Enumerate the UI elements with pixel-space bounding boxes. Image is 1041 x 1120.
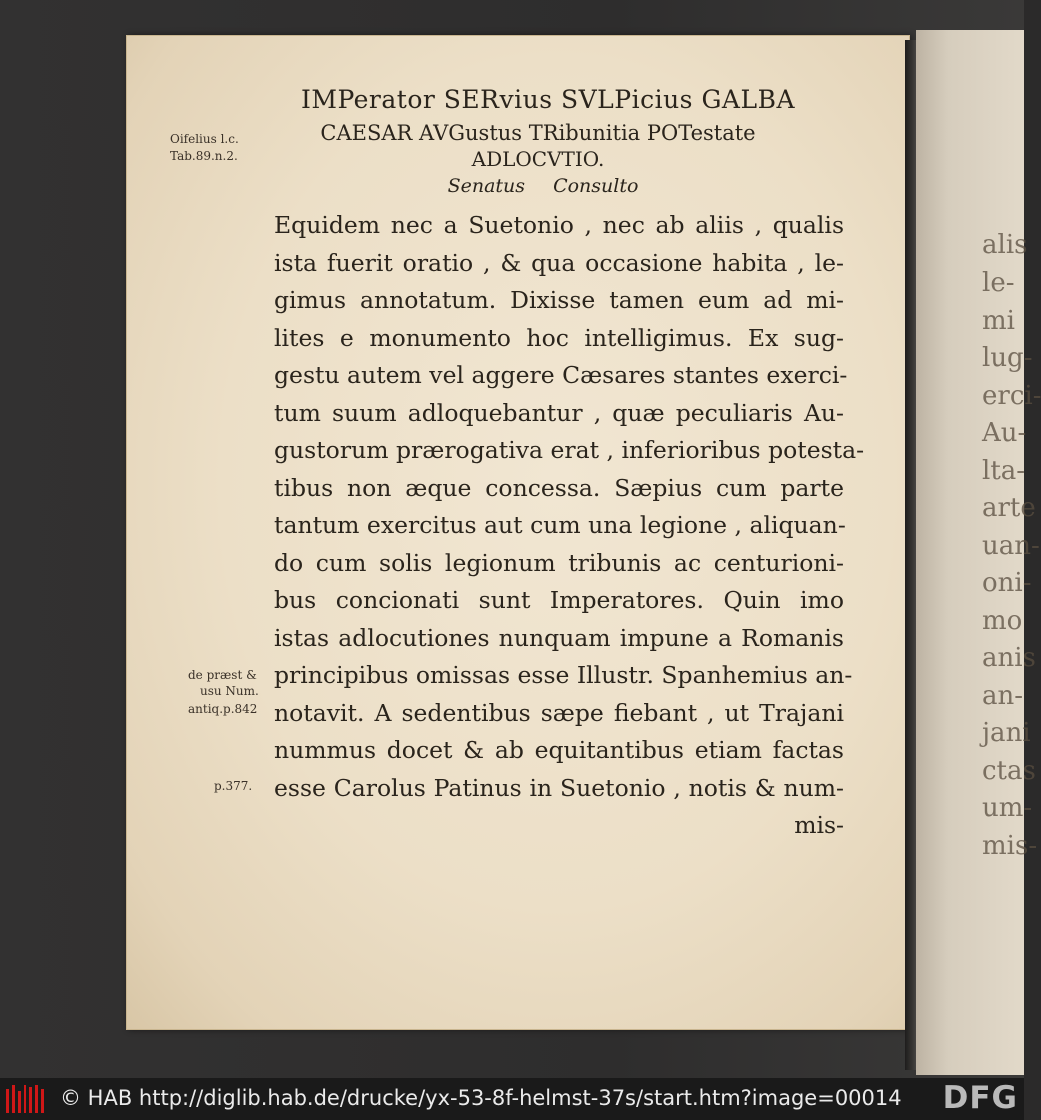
text-line: gimus annotatum. Dixisse tamen eum ad mi-	[274, 286, 844, 314]
facing-text-fragment: anis	[982, 643, 1036, 673]
facing-text-fragment: mis-	[982, 831, 1038, 861]
facing-page-edge	[916, 30, 1041, 1075]
catchword: mis-	[794, 811, 844, 839]
text-line: nummus docet & ab equitantibus etiam factas	[274, 736, 844, 764]
text-line: principibus omissas esse Illustr. Spanhemius an-	[274, 661, 853, 689]
text-line: ista fuerit oratio , & qua occasione habita , le-	[274, 248, 844, 277]
inscription-line-4: Senatus Consulto	[447, 175, 639, 197]
text-line: do cum solis legionum tribunis ac centurioni-	[274, 548, 844, 577]
book-page	[126, 35, 910, 1030]
text-line: gestu autem vel aggere Cæsares stantes exerci-	[274, 361, 848, 389]
facing-text-fragment: Au-	[982, 418, 1027, 448]
text-line: tibus non æque concessa. Sæpius cum parte	[274, 473, 844, 502]
facing-text-fragment: lta-	[982, 456, 1026, 486]
text-line: lites e monumento hoc intelligimus. Ex sug-	[274, 323, 844, 352]
margin-note: Oifelius l.c.	[170, 132, 239, 146]
margin-note: antiq.p.842	[188, 702, 258, 716]
dfg-logo: DFG	[942, 1080, 1018, 1116]
text-line: tantum exercitus aut cum una legione , aliquan-	[274, 511, 846, 539]
margin-note: de præst &	[188, 668, 257, 682]
facing-text-fragment: mo	[982, 606, 1023, 636]
facing-text-fragment: erci-	[982, 381, 1041, 411]
margin-note: p.377.	[214, 779, 253, 793]
inscription-line-2: CAESAR AVGustus TRibunitia POTestate	[320, 121, 756, 145]
text-line: tum suum adloquebantur , quæ peculiaris Au-	[274, 398, 844, 427]
body-text	[274, 207, 865, 845]
copyright-url: © HAB http://diglib.hab.de/drucke/yx-53-8f-helmst-37s/start.htm?image=00014	[60, 1086, 902, 1110]
margin-note: Tab.89.n.2.	[170, 149, 238, 163]
facing-text-fragment: jani	[982, 718, 1031, 748]
text-line: istas adlocutiones nunquam impune a Romanis	[274, 623, 844, 652]
hab-logo-icon	[6, 1085, 44, 1113]
facing-text-fragment: alis	[982, 230, 1028, 260]
margin-note: usu Num.	[200, 684, 259, 698]
facing-text-fragment: uan-	[982, 531, 1040, 561]
facing-text-fragment: an-	[982, 681, 1024, 711]
text-line: gustorum prærogativa erat , inferioribus potesta-	[274, 436, 865, 464]
facing-text-fragment: lug-	[982, 343, 1033, 373]
text-line: esse Carolus Patinus in Suetonio , notis & num-	[274, 773, 844, 802]
facing-text-fragment: mi	[982, 306, 1015, 336]
footer-bar	[0, 1078, 1024, 1120]
facing-text-fragment: oni-	[982, 568, 1032, 598]
facing-text-fragment: um-	[982, 793, 1033, 823]
inscription-line-3: ADLOCVTIO.	[471, 147, 605, 171]
text-line: notavit. A sedentibus sæpe fiebant , ut Trajani	[274, 698, 844, 727]
inscription-line-1: IMPerator SERvius SVLPicius GALBA	[300, 85, 796, 114]
facing-text-fragment: ctas	[982, 756, 1036, 786]
text-line: bus concionati sunt Imperatores. Quin imo	[274, 586, 844, 614]
text-line: Equidem nec a Suetonio , nec ab aliis , qualis	[274, 211, 844, 239]
facing-text-fragment: arte	[982, 493, 1036, 523]
facing-text-fragment: le-	[982, 268, 1015, 298]
